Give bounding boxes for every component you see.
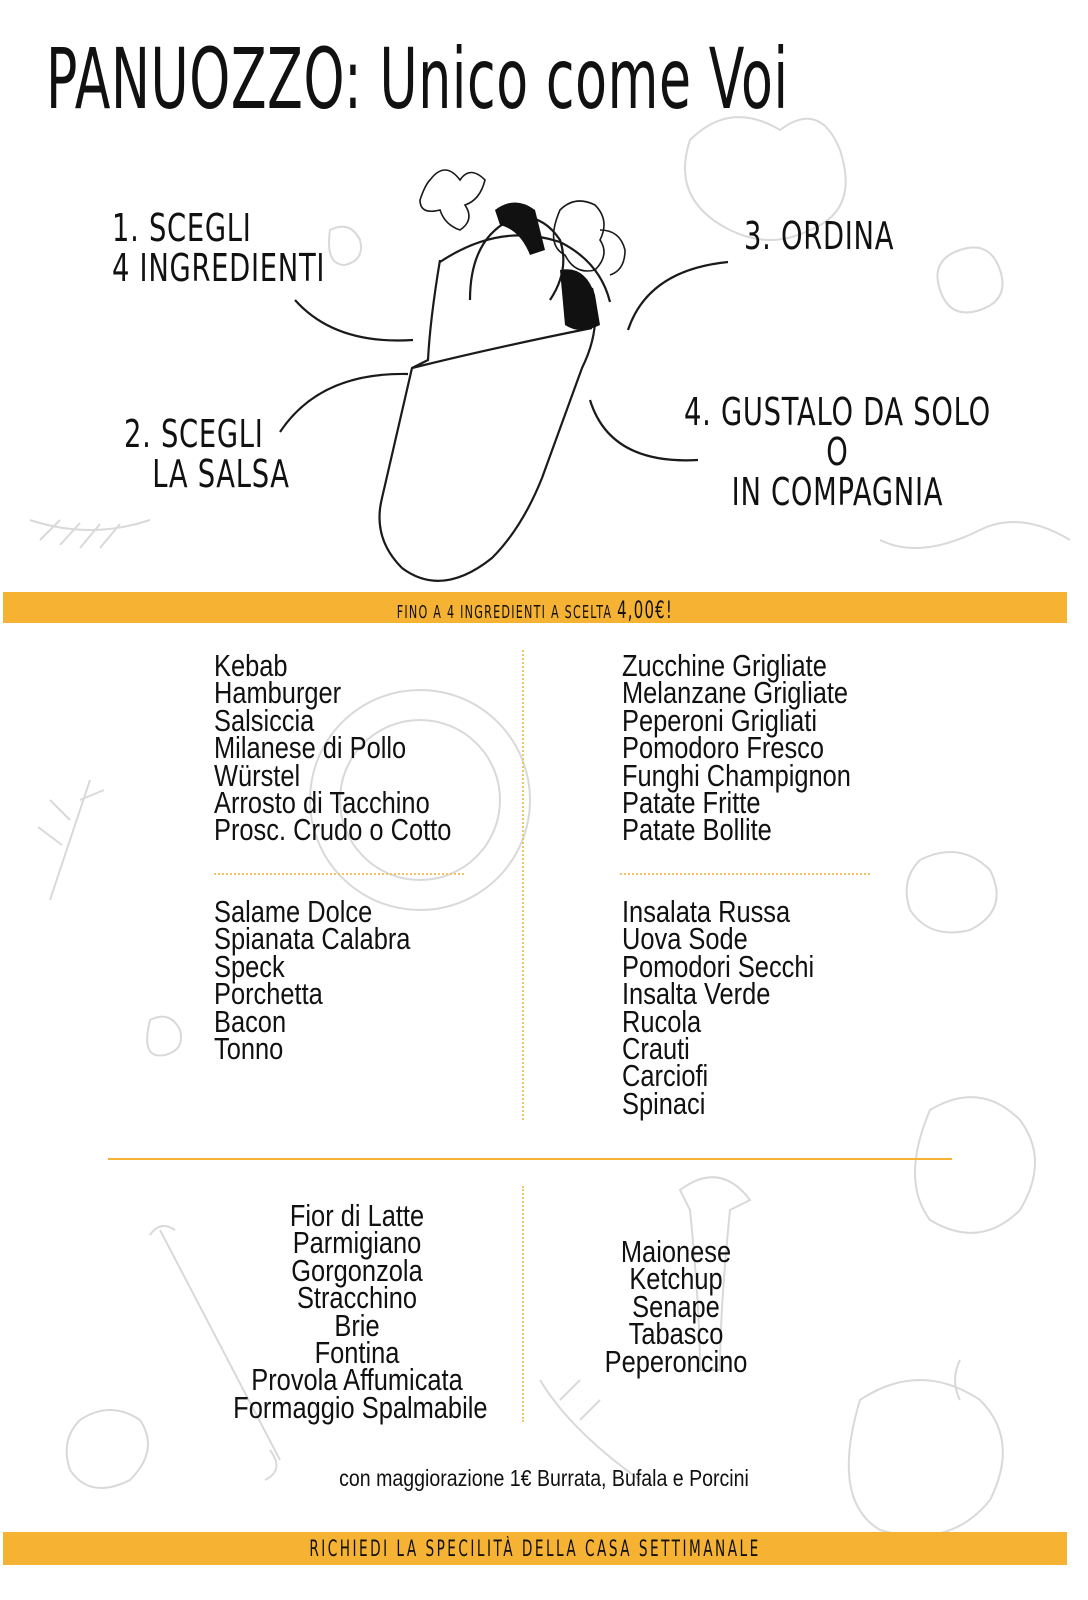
list-item: Carciofi [622,1058,709,1094]
list-item: Brie [334,1307,380,1343]
step-choose-ingredients: 1. SCEGLI 4 INGREDIENTI [112,206,326,290]
list-item: Salame Dolce [214,894,373,929]
row-divider-right [620,873,870,875]
step-choose-sauce: 2. SCEGLI LA SALSA [124,412,290,496]
list-item: Maionese [620,1234,732,1269]
column-divider-top [522,650,524,1120]
list-item: Stracchino [296,1280,418,1316]
promo-banner-content [397,596,673,624]
promo-banner [3,592,1067,623]
footer-banner-text: RICHIEDI LA SPECILITÀ DELLA CASA SETTIMANALE [309,1537,761,1562]
list-item: Funghi Champignon [622,757,851,793]
row-divider-left [214,873,464,875]
list-item: Gorgonzola [291,1252,423,1288]
step-order: 3. ORDINA [744,214,895,258]
promo-banner-text: FINO A 4 INGREDIENTI A SCELTA [396,602,613,623]
list-item: Spianata Calabra [214,921,411,957]
column-divider-bottom [522,1186,524,1422]
section-divider [108,1158,952,1160]
list-salads [622,894,815,1121]
surcharge-note-text: con maggiorazione 1€ Burrata, Bufala e Porcini [339,1465,749,1491]
list-item: Senape [632,1288,720,1324]
list-item: Milanese di Pollo [214,730,407,766]
list-item: Porchetta [214,976,323,1012]
list-cheeses [233,1198,488,1425]
list-item: Melanzane Grigliate [622,675,849,711]
list-item: Tabasco [628,1316,724,1352]
list-item: Rucola [622,1003,702,1039]
list-item: Pomodori Secchi [622,948,815,984]
list-item: Kebab [214,648,288,683]
list-item: Prosc. Crudo o Cotto [214,812,452,848]
list-item: Peperoni Grigliati [622,702,817,738]
list-item: Salsiccia [214,702,315,738]
list-item: Tonno [214,1031,284,1067]
list-item: Patate Bollite [622,812,772,848]
list-item: Würstel [214,757,301,793]
list-cold-cuts [214,894,411,1067]
promo-banner-price: 4,00€! [617,596,674,624]
list-item: Insalata Russa [622,894,791,929]
footer-banner [3,1532,1067,1565]
list-item: Fior di Latte [289,1198,425,1233]
list-item: Crauti [622,1031,690,1067]
page-title: PANUOZZO: Unico come Voi [46,30,789,128]
list-item: Ketchup [629,1261,723,1297]
list-vegetables [622,648,851,848]
list-item: Patate Fritte [622,785,761,821]
list-item: Spinaci [622,1085,706,1121]
step-enjoy: 4. GUSTALO DA SOLO O IN COMPAGNIA [684,390,991,514]
list-meats [214,648,452,848]
surcharge-note [0,1465,1088,1492]
list-item: Hamburger [214,675,342,711]
list-item: Zucchine Grigliate [622,648,827,683]
list-item: Bacon [214,1003,287,1039]
list-item: Pomodoro Fresco [622,730,825,766]
list-item: Speck [214,948,285,984]
list-item: Formaggio Spalmabile [233,1389,488,1425]
list-item: Insalta Verde [622,976,771,1012]
list-item: Peperoncino [604,1343,748,1379]
list-item: Provola Affumicata [251,1362,463,1398]
list-item: Arrosto di Tacchino [214,785,430,821]
list-item: Parmigiano [292,1225,422,1261]
list-item: Uova Sode [622,921,748,957]
list-item: Fontina [314,1335,400,1371]
list-sauces [586,1234,766,1379]
